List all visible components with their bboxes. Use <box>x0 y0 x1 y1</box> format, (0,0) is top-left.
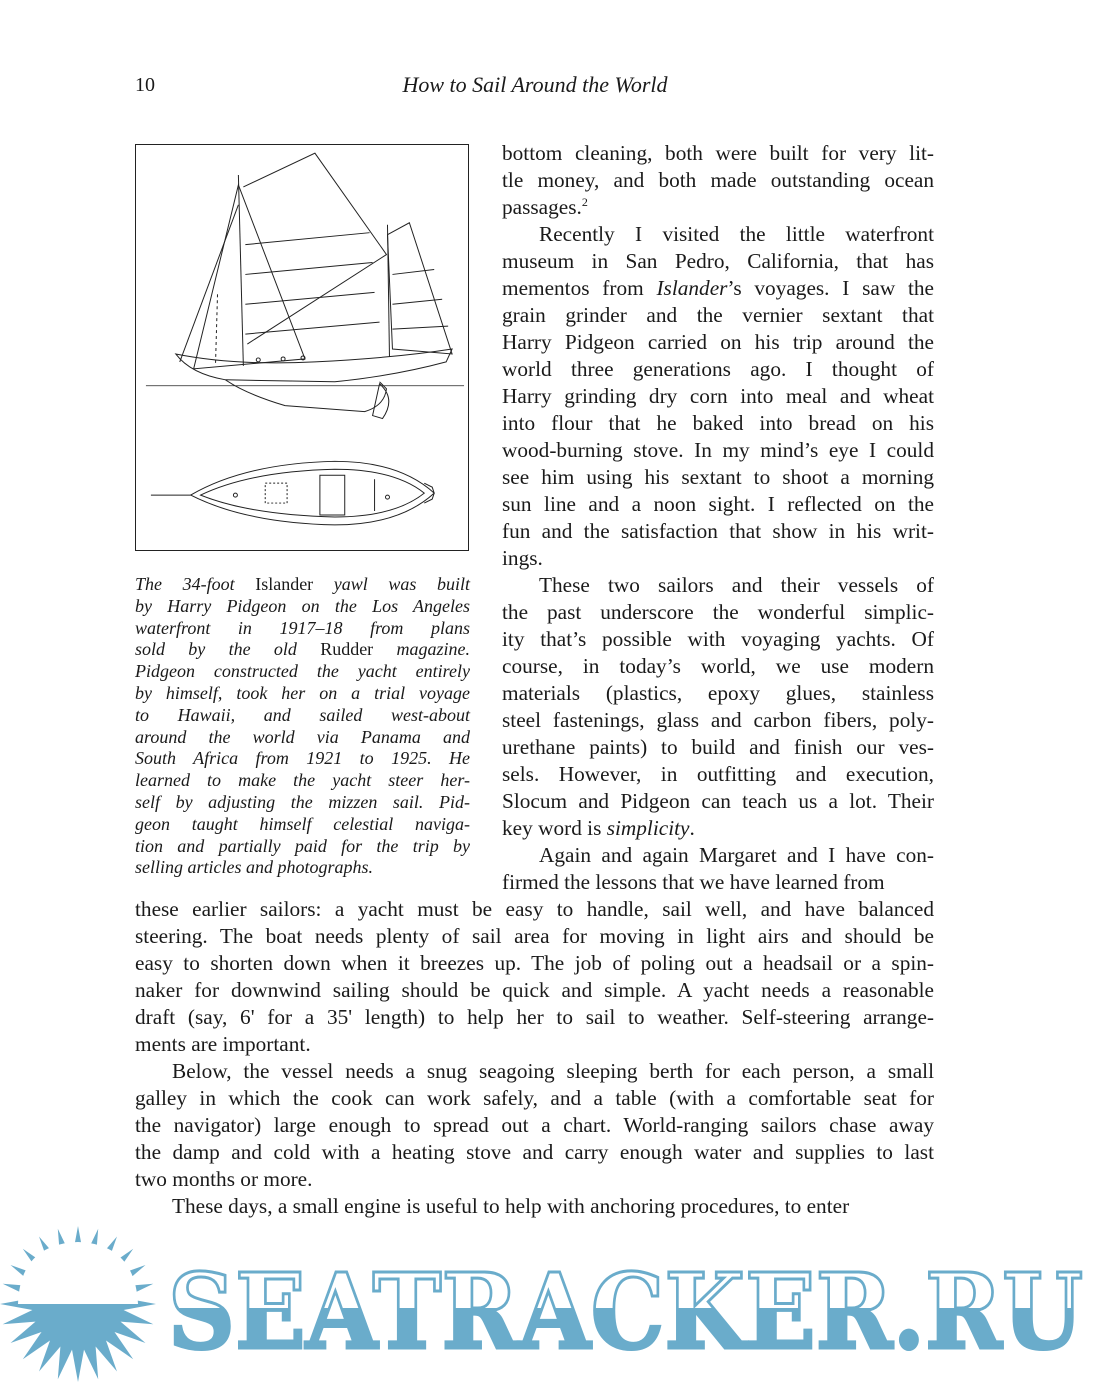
text-line <box>502 491 934 518</box>
text-segment: geon taught himself celestial naviga- <box>135 813 470 834</box>
text-segment: museum in San Pedro, California, that has <box>502 249 934 273</box>
text-line <box>135 950 934 977</box>
text-segment: world three generations ago. I thought of <box>502 357 934 381</box>
text-line <box>135 1004 934 1031</box>
text-segment: Slocum and Pidgeon can teach us a lot. Their <box>502 789 934 813</box>
text-segment: simplicity <box>606 816 690 840</box>
text-segment: the navigator) large enough to spread out a chart. World-ranging sailors chase away <box>135 1113 934 1137</box>
text-line <box>135 1112 934 1139</box>
footnote-reference: 2 <box>581 194 588 209</box>
watermark-text: SEATRACKER.RU <box>168 1250 1083 1373</box>
running-title: How to Sail Around the World <box>402 72 668 97</box>
text-line <box>502 545 934 572</box>
text-line <box>502 788 934 815</box>
text-line <box>502 761 934 788</box>
text-segment: Below, the vessel needs a snug seagoing sleeping berth for each person, a small <box>172 1059 934 1083</box>
text-segment: mementos from <box>502 276 657 300</box>
text-line <box>135 1139 934 1166</box>
text-line <box>135 896 934 923</box>
text-segment: ’s voyages. I saw the <box>727 276 934 300</box>
yacht-drawing-figure <box>135 144 469 551</box>
text-segment: key word is <box>502 816 607 840</box>
text-segment: wood-burning stove. In my mind’s eye I could <box>502 438 934 462</box>
text-line <box>135 857 470 879</box>
text-line <box>135 683 470 705</box>
text-segment: sun line and a noon sight. I reflected on the <box>502 492 934 516</box>
text-line <box>135 770 470 792</box>
text-line <box>135 792 470 814</box>
text-line <box>502 437 934 464</box>
text-segment: urethane paints) to build and finish our ves- <box>502 735 934 759</box>
text-line <box>502 410 934 437</box>
text-line <box>502 140 934 167</box>
text-segment: into flour that he baked into bread on his <box>502 411 934 435</box>
yawl-plan-illustration <box>136 145 468 550</box>
text-line <box>502 302 934 329</box>
text-segment: these earlier sailors: a yacht must be easy to handle, sail well, and have balanced <box>135 897 934 921</box>
text-segment: the past underscore the wonderful simplic- <box>502 600 934 624</box>
text-line <box>135 1031 934 1058</box>
text-segment: by Harry Pidgeon on the Los Angeles <box>135 595 470 616</box>
text-segment: These two sailors and their vessels of <box>539 573 934 597</box>
text-line <box>502 572 934 599</box>
text-line <box>135 1085 934 1112</box>
text-line <box>502 599 934 626</box>
text-line <box>502 221 934 248</box>
text-line <box>135 836 470 858</box>
text-segment: ments are important. <box>135 1032 311 1056</box>
text-segment: ity that’s possible with voyaging yachts. Of <box>502 627 934 651</box>
text-line <box>135 574 470 596</box>
text-line <box>502 329 934 356</box>
text-segment: fun and the satisfaction that show in his writ- <box>502 519 934 543</box>
seatracker-watermark <box>0 1222 1100 1386</box>
text-segment: magazine. <box>373 639 470 660</box>
text-line <box>135 748 470 770</box>
text-line <box>502 356 934 383</box>
text-segment: see him using his sextant to shoot a morning <box>502 465 934 489</box>
text-segment: passages. <box>502 195 582 219</box>
text-line <box>135 1193 934 1220</box>
body-text-full-width <box>135 896 934 1220</box>
text-line <box>502 653 934 680</box>
text-segment: course, in today’s world, we use modern <box>502 654 934 678</box>
text-line <box>502 734 934 761</box>
text-segment: galley in which the cook can work safely, and a table (with a comfortable seat for <box>135 1086 934 1110</box>
text-line <box>135 923 934 950</box>
text-line <box>135 705 470 727</box>
text-line <box>135 596 470 618</box>
text-segment: the damp and cold with a heating stove and carry enough water and supplies to last <box>135 1140 934 1164</box>
text-line <box>502 464 934 491</box>
text-segment: self by adjusting the mizzen sail. Pid- <box>135 791 470 812</box>
text-line <box>135 977 934 1004</box>
text-segment: to Hawaii, and sailed west-about <box>135 704 470 725</box>
text-segment: around the world via Panama and <box>135 726 470 747</box>
text-segment: steel fastenings, glass and carbon fibers, poly- <box>502 708 934 732</box>
text-segment: . <box>689 816 695 840</box>
text-segment: Recently I visited the little waterfront <box>539 222 934 246</box>
text-line <box>135 1166 934 1193</box>
text-segment: easy to shorten down when it breezes up. The job of poling out a headsail or a spin- <box>135 951 934 975</box>
text-segment: selling articles and photographs. <box>135 857 373 878</box>
text-segment: Islander <box>255 574 314 594</box>
text-segment: Rudder <box>320 639 374 660</box>
text-line <box>502 194 934 221</box>
text-segment: sels. However, in outfitting and execution, <box>502 762 934 786</box>
figure-caption <box>135 574 470 879</box>
text-segment: bottom cleaning, both were built for very lit- <box>502 141 934 165</box>
text-segment: The 34-foot <box>135 574 256 594</box>
text-segment: tle money, and both made outstanding ocean <box>502 168 934 192</box>
text-segment: by himself, took her on a trial voyage <box>135 682 470 703</box>
text-line <box>502 707 934 734</box>
watermark-logo <box>0 1222 1100 1386</box>
text-segment: yawl was built <box>313 574 470 594</box>
text-line <box>502 842 934 869</box>
page-number: 10 <box>135 74 155 96</box>
text-line <box>502 680 934 707</box>
text-segment: Pidgeon constructed the yacht entirely <box>135 661 470 682</box>
text-segment: These days, a small engine is useful to help with anchoring procedures, to enter <box>172 1194 850 1218</box>
text-segment: Harry Pidgeon carried on his trip around the <box>502 330 934 354</box>
text-line <box>135 618 470 640</box>
text-segment: two months or more. <box>135 1167 313 1191</box>
text-segment: Islander <box>656 276 728 300</box>
text-segment: naker for downwind sailing should be quick and simple. A yacht needs a reasonable <box>135 978 934 1002</box>
text-segment: steering. The boat needs plenty of sail area for moving in light airs and should be <box>135 924 934 948</box>
text-segment: firmed the lessons that we have learned from <box>502 870 885 894</box>
text-line <box>502 167 934 194</box>
text-segment: grain grinder and the vernier sextant that <box>502 303 934 327</box>
text-line <box>502 275 934 302</box>
text-line <box>135 727 470 749</box>
text-line <box>502 869 934 896</box>
text-segment: learned to make the yacht steer her- <box>135 770 470 791</box>
text-line <box>135 661 470 683</box>
text-segment: ings. <box>502 546 543 570</box>
text-segment: South Africa from 1921 to 1925. He <box>135 748 470 769</box>
text-line <box>135 639 470 661</box>
text-line <box>502 248 934 275</box>
text-line <box>502 626 934 653</box>
text-segment: materials (plastics, epoxy glues, stainless <box>502 681 934 705</box>
body-text-column <box>502 140 934 896</box>
sun-icon <box>0 1226 156 1382</box>
text-segment: sold by the old <box>135 639 321 660</box>
text-segment: Harry grinding dry corn into meal and wheat <box>502 384 934 408</box>
text-line <box>502 518 934 545</box>
text-segment: Again and again Margaret and I have con- <box>539 843 934 867</box>
text-line <box>502 815 934 842</box>
text-line <box>135 814 470 836</box>
text-segment: tion and partially paid for the trip by <box>135 835 470 856</box>
text-line <box>135 1058 934 1085</box>
text-segment: waterfront in 1917–18 from plans <box>135 617 470 638</box>
text-line <box>502 383 934 410</box>
text-segment: draft (say, 6' for a 35' length) to help her to sail to weather. Self-steering arrange- <box>135 1005 934 1029</box>
